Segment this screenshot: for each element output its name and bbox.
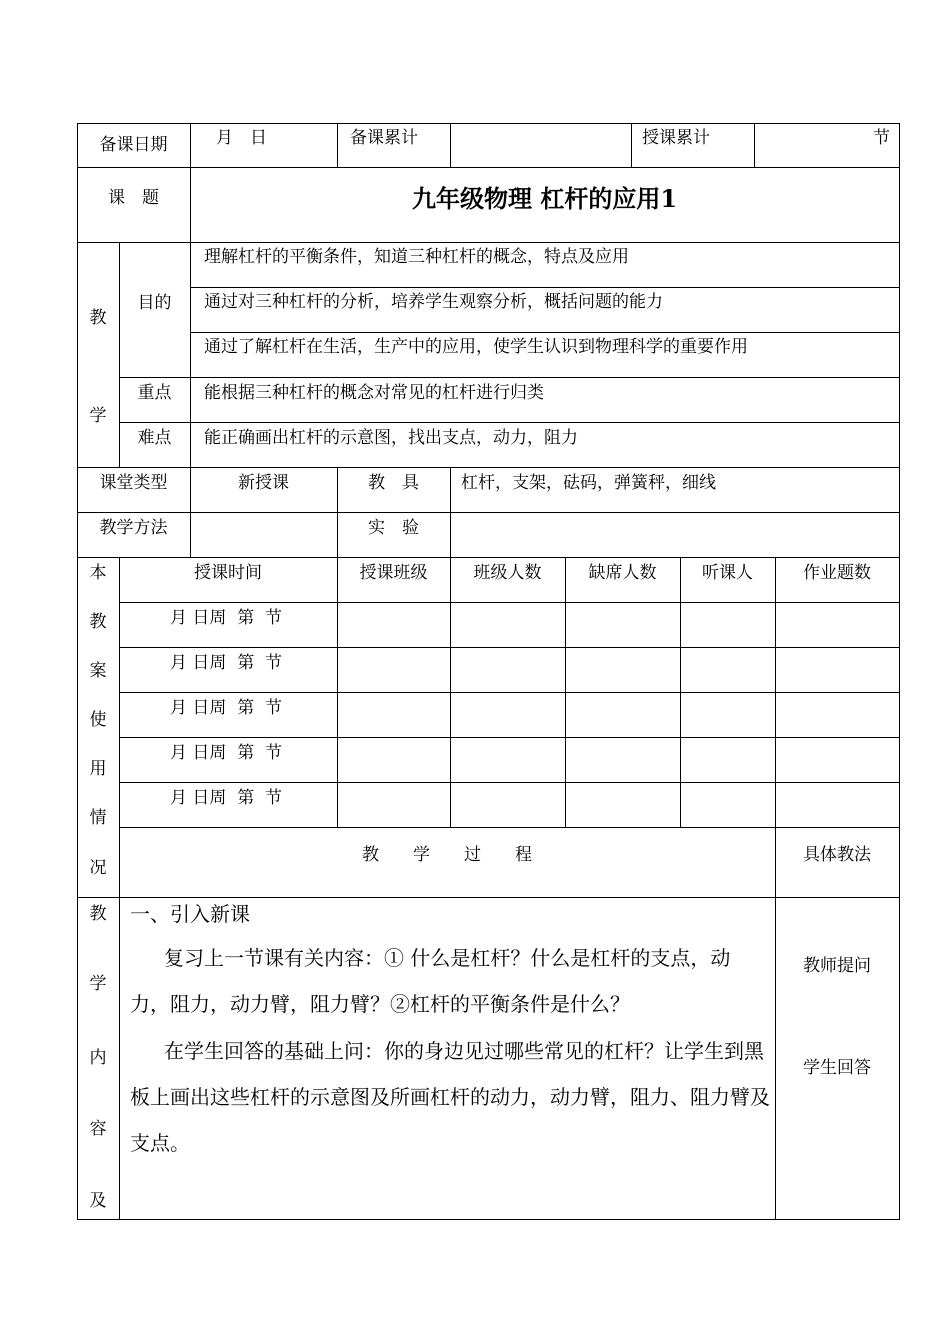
key-point-label: 重点	[137, 383, 172, 403]
difficulty: 能正确画出杠杆的示意图，找出支点，动力，阻力	[204, 428, 578, 448]
paragraph-review: 复习上一节课有关内容：① 什么是杠杆？什么是杠杆的支点，动力，阻力，动力臂，阻力臂？②杠杆的平衡条件是什么？	[130, 946, 731, 1016]
usage-header-count: 班级人数	[473, 563, 542, 583]
difficulty-label: 难点	[137, 428, 172, 448]
usage-side-6: 况	[89, 858, 107, 878]
usage-header-time: 授课时间	[194, 563, 262, 583]
key-point: 能根据三种杠杆的概念对常见的杠杆进行归类	[204, 383, 544, 403]
usage-header-absent: 缺席人数	[588, 563, 657, 583]
goal-1: 理解杠杆的平衡条件，知道三种杠杆的概念，特点及应用	[204, 247, 629, 267]
usage-side-4: 用	[89, 759, 107, 779]
usage-header-class: 授课班级	[359, 563, 428, 583]
usage-row-time: 月 日周 第 节	[170, 788, 283, 808]
usage-side-2: 案	[89, 661, 107, 681]
date-label: 备课日期	[99, 135, 168, 155]
tools-label: 教 具	[368, 473, 419, 493]
method-label: 教学方法	[99, 518, 168, 538]
section-heading: 一、引入新课	[130, 902, 250, 926]
class-type-value: 新授课	[238, 473, 289, 493]
usage-row-time: 月 日周 第 节	[170, 743, 283, 763]
usage-side-3: 使	[89, 710, 107, 730]
usage-row-time: 月 日周 第 节	[170, 608, 283, 628]
usage-side-5: 情	[89, 808, 107, 828]
teach-count-unit: 节	[873, 128, 890, 148]
topic-label: 课 题	[108, 188, 159, 208]
teaching-side-label-1: 教	[89, 308, 107, 328]
prep-count-label: 备课累计	[350, 128, 418, 148]
goal-3: 通过了解杠杆在生活，生产中的应用，使学生认识到物理科学的重要作用	[204, 337, 748, 357]
goal-label: 目的	[137, 293, 172, 313]
content-side-2: 内	[89, 1048, 107, 1068]
class-type-label: 课堂类型	[99, 473, 168, 493]
date-value: 月 日	[216, 128, 267, 148]
usage-side-0: 本	[89, 563, 107, 583]
content-side-1: 学	[89, 974, 107, 994]
usage-side-1: 教	[89, 612, 107, 632]
experiment-label: 实 验	[368, 518, 419, 538]
usage-row-time: 月 日周 第 节	[170, 698, 283, 718]
note-teacher-ask: 教师提问	[803, 956, 871, 976]
lesson-title: 九年级物理 杠杆的应用1	[411, 184, 678, 213]
tools-value: 杠杆，支架，砝码，弹簧秤，细线	[461, 473, 716, 493]
content-side-3: 容	[89, 1119, 107, 1139]
usage-row-time: 月 日周 第 节	[170, 653, 283, 673]
teaching-side-label-2: 学	[89, 406, 107, 426]
method-column-label: 具体教法	[803, 845, 871, 865]
paragraph-question: 在学生回答的基础上问：你的身边见过哪些常见的杠杆？让学生到黑板上画出这些杠杆的示意图及所画杠杆的动力，动力臂，阻力、阻力臂及支点。	[130, 1039, 770, 1155]
process-label: 教 学 过 程	[362, 845, 532, 865]
content-side-4: 及	[89, 1191, 107, 1211]
teach-count-label: 授课累计	[642, 128, 710, 148]
note-student-answer: 学生回答	[803, 1058, 871, 1078]
usage-header-homework: 作业题数	[803, 563, 871, 583]
goal-2: 通过对三种杠杆的分析，培养学生观察分析，概括问题的能力	[204, 292, 663, 312]
content-side-0: 教	[89, 904, 107, 924]
usage-header-observer: 听课人	[702, 563, 753, 583]
